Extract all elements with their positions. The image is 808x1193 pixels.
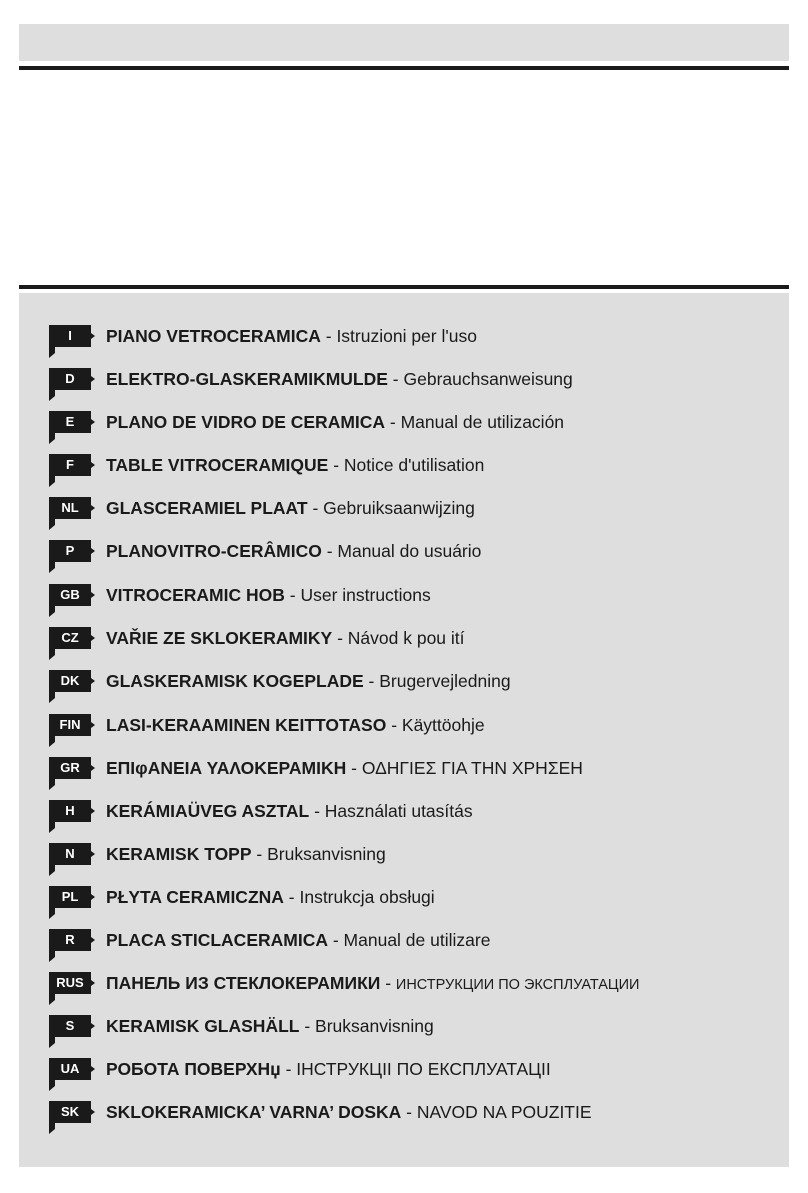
language-code-tag [49, 368, 93, 396]
product-title: PIANO VETROCERAMICA [106, 325, 321, 346]
manual-subtitle: Gebruiksaanwijzing [323, 497, 475, 518]
language-code: NL [61, 500, 79, 515]
product-title: KERÁMIAÜVEG ASZTAL [106, 800, 310, 821]
language-row [49, 1098, 592, 1132]
language-row [49, 624, 465, 658]
language-row [49, 322, 477, 356]
product-title: PLACA STICLACERAMICA [106, 929, 328, 950]
title-separator: - [387, 368, 404, 389]
product-title: LASI-KERAAMINEN KEITTOTASO [106, 714, 387, 735]
title-separator: - [386, 714, 402, 735]
manual-subtitle: Instrukcja obsługi [299, 886, 435, 907]
language-title-line [106, 1059, 551, 1080]
language-code: F [66, 457, 74, 472]
language-title-line [106, 715, 485, 736]
language-code-tag [49, 1058, 93, 1086]
product-title: GLASCERAMIEL PLAAT [106, 497, 308, 518]
title-separator: - [328, 454, 344, 475]
manual-subtitle: Manual do usuário [337, 540, 482, 561]
manual-subtitle: User instructions [300, 584, 431, 605]
language-title-line [106, 369, 573, 390]
language-row [49, 969, 639, 1003]
product-title: VITROCERAMIC HOB [106, 584, 285, 605]
language-row [49, 754, 583, 788]
manual-subtitle: Notice d'utilisation [343, 454, 485, 475]
language-title-line [106, 1102, 592, 1123]
title-separator: - [251, 843, 268, 864]
manual-subtitle: Gebrauchsanweisung [403, 368, 573, 389]
language-code-tag [49, 800, 93, 828]
language-code: DK [60, 673, 80, 688]
language-code-tag [49, 454, 93, 482]
manual-subtitle: Bruksanvisning [267, 843, 386, 864]
manual-subtitle: Brugervejledning [379, 670, 511, 691]
title-separator: - [380, 972, 396, 993]
language-code-tag [49, 411, 93, 439]
language-title-line [106, 973, 639, 994]
title-separator: - [280, 1058, 297, 1079]
manual-subtitle: Használati utasítás [324, 800, 473, 821]
product-title: PŁYTA CERAMICZNA [106, 886, 284, 907]
manual-subtitle: NAVOD NA POUZITIE [416, 1101, 592, 1122]
language-row [49, 667, 511, 701]
language-code: I [68, 328, 72, 343]
title-separator: - [307, 497, 324, 518]
language-code-tag [49, 757, 93, 785]
title-separator: - [299, 1015, 316, 1036]
language-title-line [106, 887, 435, 908]
title-separator: - [283, 886, 300, 907]
language-title-line [106, 758, 583, 779]
product-title: GLASKERAMISK KOGEPLADE [106, 670, 364, 691]
manual-subtitle: Manual de utilizare [343, 929, 491, 950]
language-title-line [106, 541, 481, 562]
middle-rule [19, 285, 789, 289]
title-separator: - [401, 1101, 417, 1122]
language-title-line [106, 585, 431, 606]
language-code-tag [49, 886, 93, 914]
title-separator: - [346, 757, 362, 778]
language-code-tag [49, 714, 93, 742]
language-title-line [106, 498, 475, 519]
language-row [49, 537, 481, 571]
language-row [49, 365, 573, 399]
language-row [49, 840, 386, 874]
language-title-line [106, 326, 477, 347]
header-band [19, 24, 789, 61]
manual-subtitle: Návod k pou ití [347, 627, 465, 648]
top-rule [19, 66, 789, 70]
language-code-tag [49, 929, 93, 957]
product-title: PLANOVITRO-CERÂMICO [106, 540, 322, 561]
language-row [49, 797, 473, 831]
language-code: SK [60, 1104, 80, 1119]
language-row [49, 408, 564, 442]
language-code: H [65, 803, 75, 818]
language-row [49, 1012, 434, 1046]
product-title: ПАНЕЛЬ ИЗ СТЕКЛОКЕРАМИКИ [106, 972, 381, 993]
language-code: S [65, 1018, 75, 1033]
language-row [49, 494, 475, 528]
manual-subtitle: Manual de utilización [400, 411, 565, 432]
language-code: FIN [59, 717, 81, 732]
title-separator: - [321, 540, 338, 561]
product-title: TABLE VITROCERAMIQUE [106, 454, 329, 475]
language-title-line [106, 1016, 434, 1037]
product-title: SKLOKERAMICKA’ VARNA’ DOSKA [106, 1101, 402, 1122]
product-title: ELEKTRO-GLASKERAMIKMULDE [106, 368, 388, 389]
language-panel [19, 293, 789, 1167]
language-code: GB [60, 587, 80, 602]
language-code: E [65, 414, 75, 429]
language-code: GR [60, 760, 80, 775]
language-row [49, 581, 431, 615]
language-code-tag [49, 843, 93, 871]
manual-subtitle: ΟΔΗΓΙΕΣ ΓΙΑ ΤΗΝ ΧΡΗΣΕΗ [361, 757, 583, 778]
language-title-line [106, 930, 490, 951]
product-title: РОБОТА ПОВЕРХНџ [106, 1058, 281, 1079]
language-code-tag [49, 972, 93, 1000]
language-code-tag [49, 325, 93, 353]
title-separator: - [309, 800, 325, 821]
language-row [49, 1055, 551, 1089]
manual-subtitle: ІНСТРУКЦІІ ПО ЕКСПЛУАТАЦІІ [296, 1058, 551, 1079]
product-title: VAŘIE ZE SKLOKERAMIKY [106, 627, 333, 648]
language-code-tag [49, 497, 93, 525]
manual-subtitle: ИНСТРУКЦИИ ПО ЭКСПЛУАТАЦИИ [395, 976, 640, 993]
language-code: R [65, 932, 75, 947]
language-code: UA [60, 1061, 80, 1076]
title-separator: - [363, 670, 380, 691]
language-code-tag [49, 1015, 93, 1043]
language-title-line [106, 671, 511, 692]
title-separator: - [320, 325, 337, 346]
manual-subtitle: Bruksanvisning [315, 1015, 434, 1036]
language-code-tag [49, 627, 93, 655]
manual-subtitle: Istruzioni per l'uso [336, 325, 477, 346]
language-row [49, 451, 484, 485]
language-code: P [65, 543, 75, 558]
language-title-line [106, 628, 465, 649]
language-row [49, 883, 435, 917]
manual-subtitle: Käyttöohje [401, 714, 485, 735]
product-title: ΕΠΙφΑΝΕΙΑ ΥΑΛΟΚΕΡΑΜΙΚΗ [106, 757, 347, 778]
language-code-tag [49, 670, 93, 698]
title-separator: - [284, 584, 301, 605]
language-title-line [106, 844, 386, 865]
language-code: N [65, 846, 75, 861]
language-code-tag [49, 584, 93, 612]
language-title-line [106, 801, 473, 822]
language-code: RUS [56, 975, 84, 990]
title-separator: - [332, 627, 348, 648]
language-row [49, 926, 490, 960]
product-title: KERAMISK GLASHÄLL [106, 1015, 300, 1036]
language-title-line [106, 412, 564, 433]
language-code: D [65, 371, 75, 386]
product-title: KERAMISK TOPP [106, 843, 252, 864]
language-code-tag [49, 1101, 93, 1129]
language-row [49, 711, 485, 745]
language-title-line [106, 455, 484, 476]
product-title: PLANO DE VIDRO DE CERAMICA [106, 411, 386, 432]
title-separator: - [385, 411, 401, 432]
language-code: PL [61, 889, 79, 904]
language-code: CZ [61, 630, 79, 645]
title-separator: - [327, 929, 344, 950]
language-code-tag [49, 540, 93, 568]
